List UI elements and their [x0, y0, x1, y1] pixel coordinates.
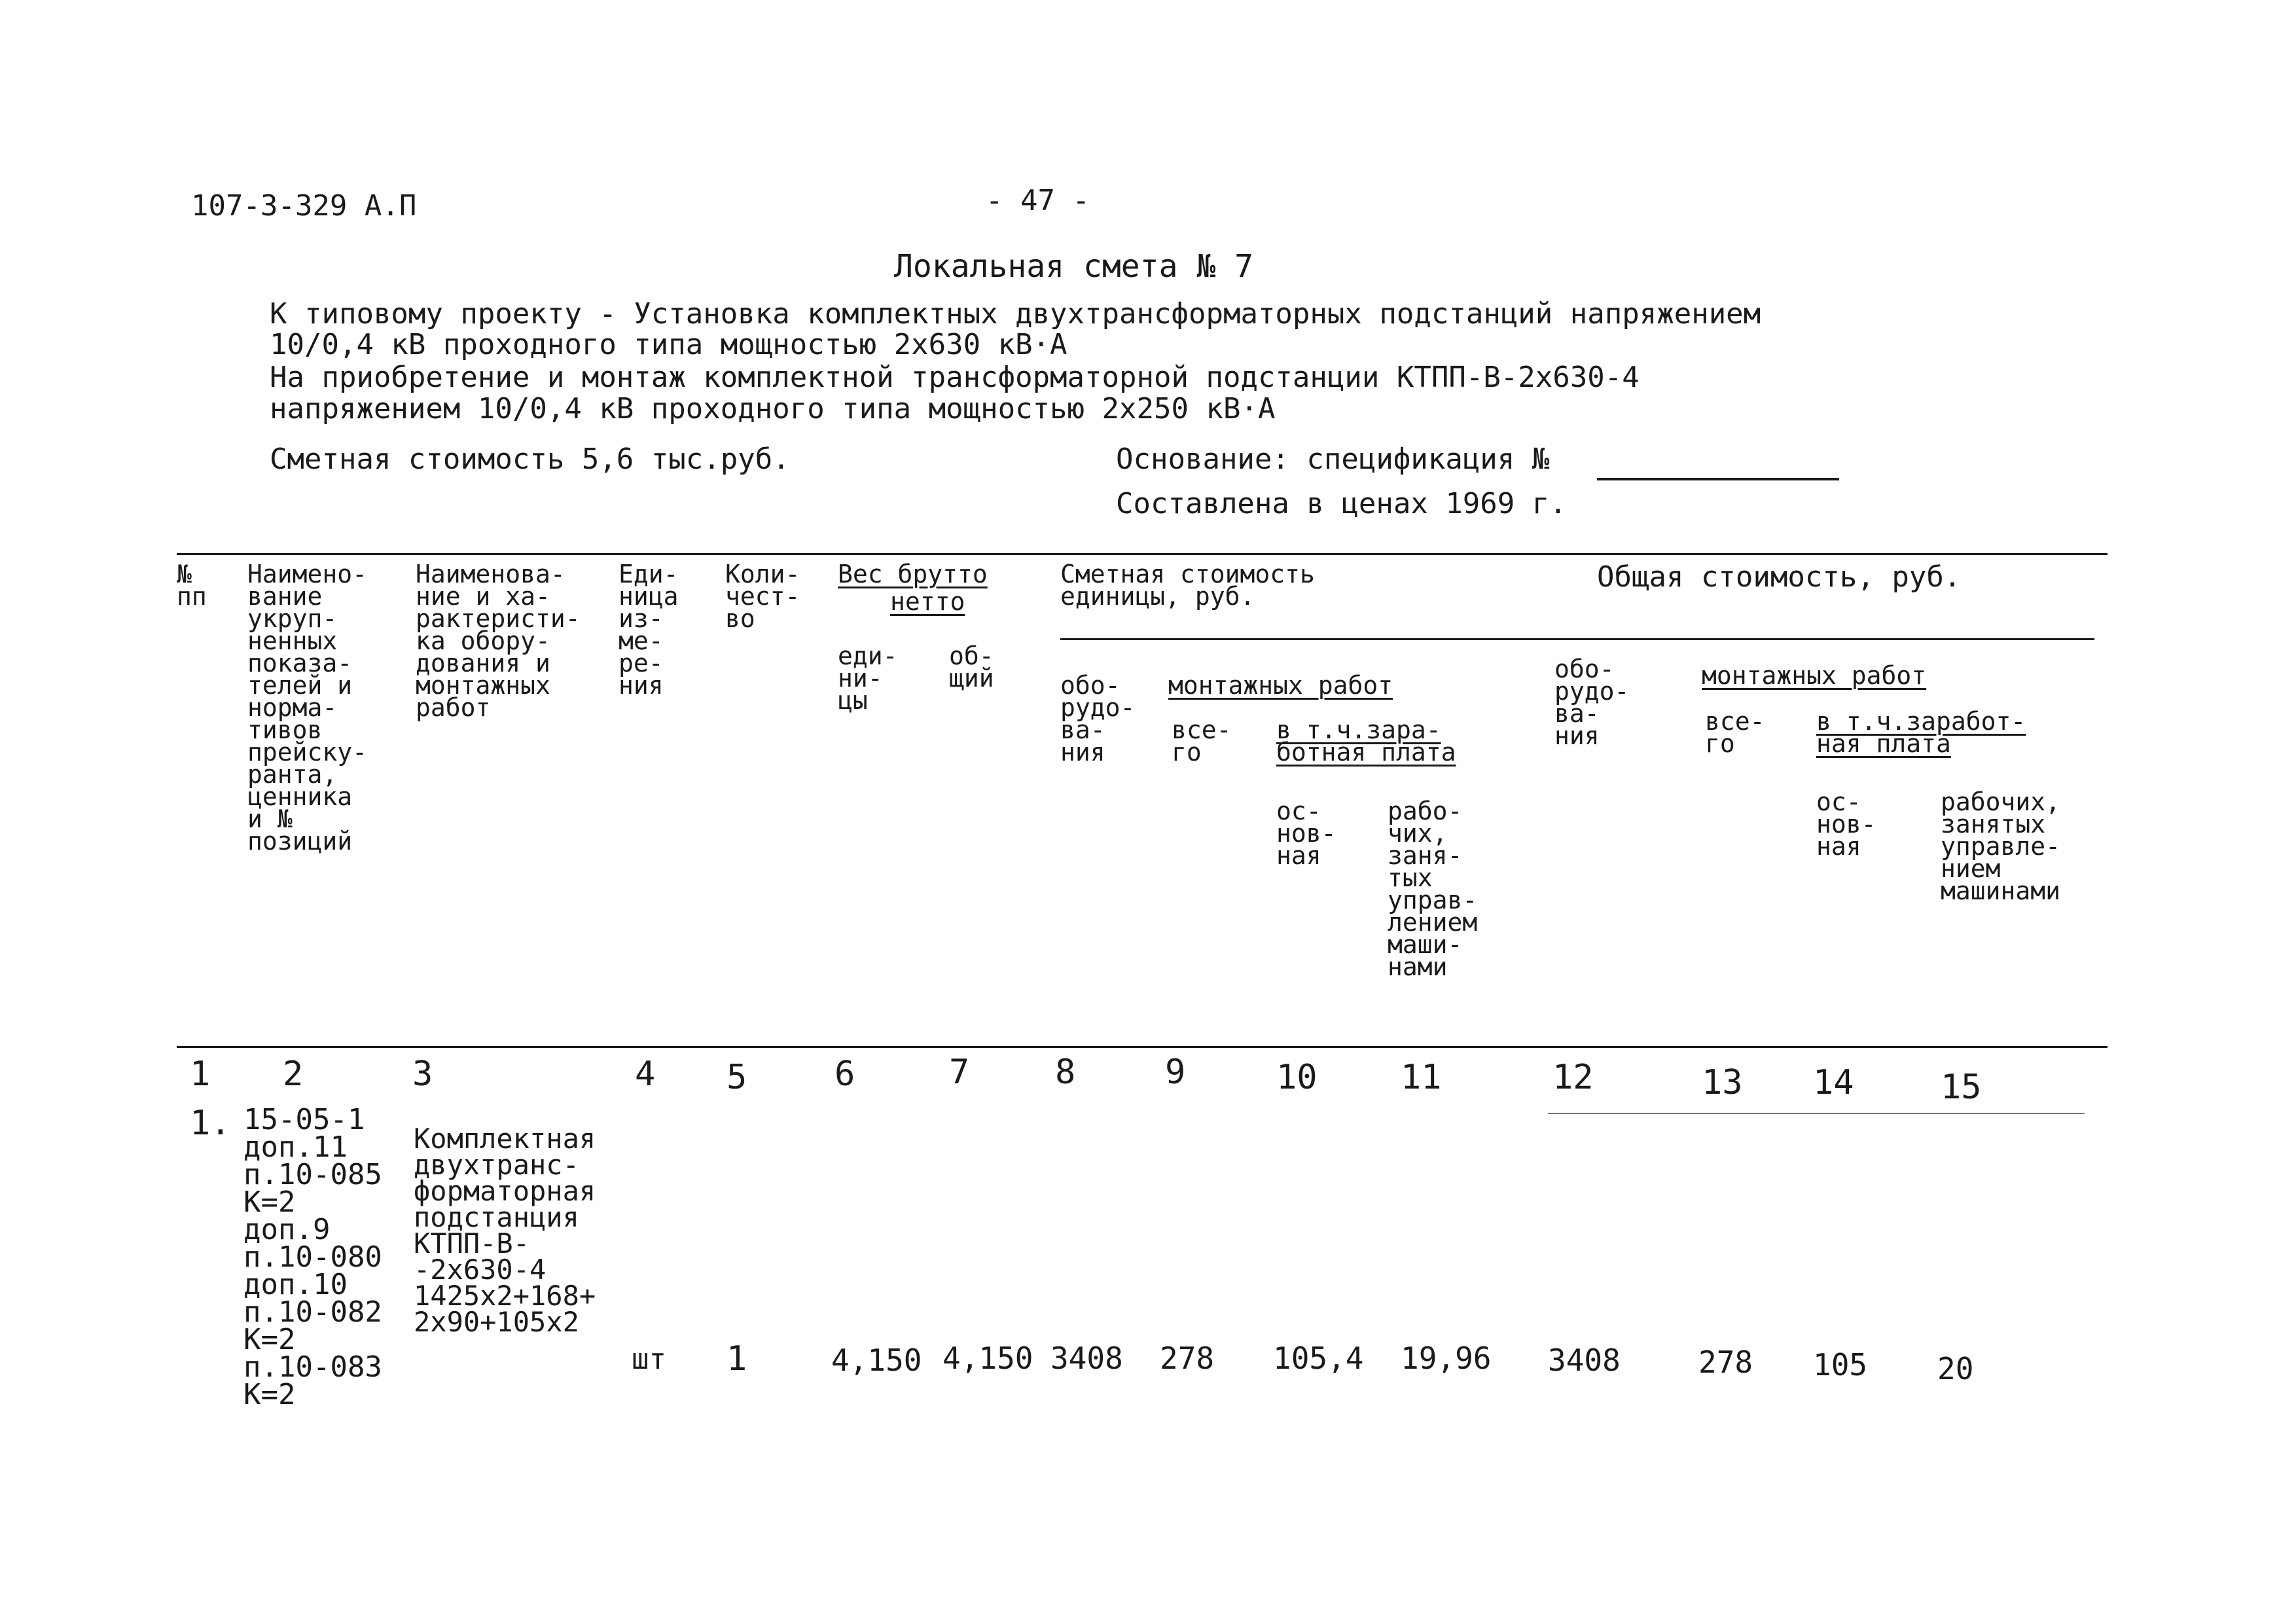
col-number-1: 1 — [190, 1055, 211, 1094]
col-header-total-wage-basic: ос- нов- ная — [1816, 787, 1876, 861]
col-header-unit-wage-basic: ос- нов- ная — [1276, 797, 1336, 870]
row-quantity: 1 — [726, 1339, 747, 1379]
col-header-unit-mount-total: все- го — [1172, 715, 1232, 767]
row-weight-total: 4,150 — [942, 1341, 1033, 1376]
col-number-12: 12 — [1552, 1058, 1594, 1097]
row-total-wage-machine: 20 — [1937, 1351, 1974, 1386]
col-group-weight-net: нетто — [890, 587, 965, 616]
basis-label: Основание: спецификация № — [1116, 442, 1550, 476]
col-header-weight-total: об- щий — [949, 641, 994, 693]
col-number-6: 6 — [834, 1055, 855, 1094]
col-group-unit-wage: в т.ч.зара- ботная плата — [1276, 715, 1456, 767]
col-header-norm: Наимено- вание укруп- ненных показа- телей и норма- тивов прейску- ранта, ценника и № позиций — [247, 560, 368, 856]
header-group-rule — [1060, 638, 2094, 640]
col-number-8: 8 — [1055, 1053, 1076, 1092]
subtitle-line-2: 10/0,4 кВ проходного типа мощностью 2х630 кВ·А — [270, 328, 1067, 361]
row-unit: шт — [632, 1343, 666, 1376]
row-total-equipment: 3408 — [1548, 1343, 1621, 1378]
col-group-total-mount: монтажных работ — [1702, 661, 1927, 690]
col-number-15: 15 — [1941, 1068, 1982, 1107]
estimated-cost: Сметная стоимость 5,6 тыс.руб. — [270, 442, 790, 476]
subtitle-line-4: напряжением 10/0,4 кВ проходного типа мощностью 2х250 кВ·А — [270, 392, 1276, 425]
col-number-11: 11 — [1401, 1058, 1442, 1097]
row-total-wage-basic: 105 — [1813, 1347, 1868, 1382]
estimate-title: Локальная смета № 7 — [894, 248, 1254, 285]
col-header-unit: Еди- ница из- ме- ре- ния — [619, 560, 679, 700]
col-number-13: 13 — [1702, 1063, 1743, 1102]
row-unit-mount-total: 278 — [1160, 1341, 1215, 1376]
col-header-qty: Коли- чест- во — [725, 560, 800, 633]
col-number-14: 14 — [1813, 1063, 1854, 1102]
col-header-total-wage-machine: рабочих, занятых управле- нием машинами — [1941, 787, 2061, 905]
colnum-rule — [1548, 1113, 2085, 1114]
document-code: 107-3-329 А.П — [191, 189, 417, 223]
col-header-weight-unit: еди- ни- цы — [838, 641, 898, 715]
col-number-10: 10 — [1276, 1058, 1318, 1097]
col-number-2: 2 — [283, 1055, 304, 1094]
row-unit-equipment: 3408 — [1050, 1341, 1123, 1376]
row-norm-code: 15-05-1 доп.11 п.10-085 К=2 доп.9 п.10-080 доп.10 п.10-082 К=2 п.10-083 К=2 — [243, 1103, 382, 1411]
row-unit-wage-basic: 105,4 — [1273, 1341, 1364, 1376]
subtitle-line-1: К типовому проекту - Установка комплектных двухтрансформаторных подстанций напряжением — [270, 297, 1761, 331]
page-number: - 47 - — [986, 184, 1090, 217]
col-header-unit-equipment: обо- рудо- ва- ния — [1060, 671, 1136, 767]
row-unit-wage-machine: 19,96 — [1401, 1341, 1492, 1376]
col-group-unit-mount: монтажных работ — [1168, 671, 1393, 700]
row-total-mount: 278 — [1698, 1344, 1753, 1380]
col-group-weight: Вес брутто — [838, 560, 988, 588]
col-number-7: 7 — [949, 1053, 970, 1092]
row-item-name: Комплектная двухтранс- форматорная подстанция КТПП-В- -2х630-4 1425х2+168+ 2х90+105х2 — [414, 1123, 596, 1338]
col-number-4: 4 — [635, 1055, 656, 1094]
col-group-total-wage: в т.ч.заработ- ная плата — [1816, 707, 2026, 758]
prices-year: Составлена в ценах 1969 г. — [1116, 487, 1567, 520]
col-number-9: 9 — [1165, 1053, 1186, 1092]
col-header-total-equipment: обо- рудо- ва- ния — [1554, 655, 1630, 750]
col-number-5: 5 — [726, 1058, 747, 1097]
col-header-name: Наименова- ние и ха- рактеристи- ка обору- дования и монтажных работ — [416, 560, 581, 722]
col-group-total-cost: Общая стоимость, руб. — [1597, 560, 1962, 594]
col-header-number: № пп — [177, 560, 207, 611]
row-weight-unit: 4,150 — [831, 1343, 922, 1378]
col-number-3: 3 — [412, 1055, 433, 1094]
row-number: 1. — [190, 1104, 231, 1143]
header-bottom-rule — [177, 1046, 2108, 1048]
table-top-rule — [177, 553, 2108, 555]
subtitle-line-3: На приобретение и монтаж комплектной трансформаторной подстанции КТПП-В-2х630-4 — [270, 361, 1640, 394]
col-header-total-mount: все- го — [1705, 707, 1765, 758]
col-group-unit-cost: Сметная стоимость единицы, руб. — [1060, 560, 1315, 611]
basis-blank-line — [1597, 478, 1839, 480]
col-header-unit-wage-machine: рабо- чих, заня- тых управ- лением маши- нами — [1388, 797, 1478, 981]
